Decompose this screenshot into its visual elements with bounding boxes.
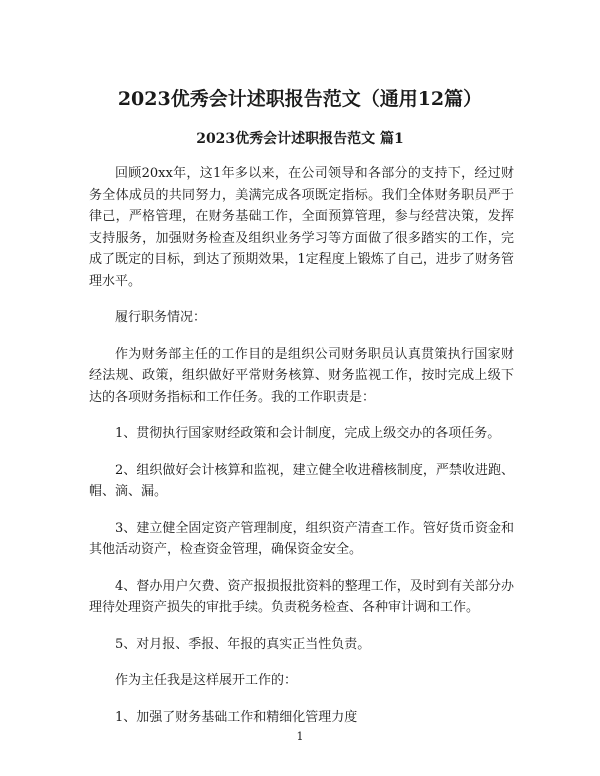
- paragraph-duties-heading: 履行职务情况：: [115, 310, 207, 325]
- paragraph-duty-4: 4、督办用户欠费、资产报损报批资料的整理工作，及时到有关部分办理待处理资产损失的审批手续。负责税务检查、各种审计调和工作。: [89, 578, 514, 615]
- document-body: [89, 163, 514, 743]
- section-title: 2023优秀会计述职报告范文 篇1: [196, 131, 404, 147]
- paragraph-work-1: 1、加强了财务基础工作和精细化管理力度: [115, 709, 358, 725]
- paragraph-duty-3: 3、建立健全固定资产管理制度，组织资产清查工作。管好货币资金和其他活动资产，检查资金管理，确保资金安全。: [89, 520, 514, 557]
- paragraph-duty-2: 2、组织做好会计核算和监视，建立健全收进稽核制度，严禁收进跑、帽、滴、漏。: [89, 462, 514, 499]
- paragraph-duty-1: 1、贯彻执行国家财经政策和会计制度，完成上级交办的各项任务。: [115, 426, 501, 441]
- page-number: 1: [296, 730, 304, 743]
- paragraph-work-heading: 作为主任我是这样展开工作的：: [115, 673, 298, 688]
- paragraph-intro: 回顾20xx年，这1年多以来，在公司领导和各部分的支持下，经过财务全体成员的共同努力，美满完成各项既定指标。我们全体财务职员严于律己，严格管理，在财务基础工作，全面预算管理，参与经营决策，发挥支持服务，加强财务检查及组织业务学习等方面做了很多踏实的工作，完成了既定的目标，到达了预期效果，1定程度上锻炼了自己，进步了财务管理水平。: [89, 166, 514, 289]
- paragraph-duty-5: 5、对月报、季报、年报的真实正当性负责。: [115, 636, 371, 652]
- paragraph-role-goal: 作为财务部主任的工作目的是组织公司财务职员认真贯策执行国家财经法规、政策，组织做好平常财务核算、财务监视工作，按时完成上级下达的各项财务指标和工作任务。我的工作职责是：: [89, 346, 514, 405]
- document-title: 2023优秀会计述职报告范文（通用12篇）: [117, 88, 483, 110]
